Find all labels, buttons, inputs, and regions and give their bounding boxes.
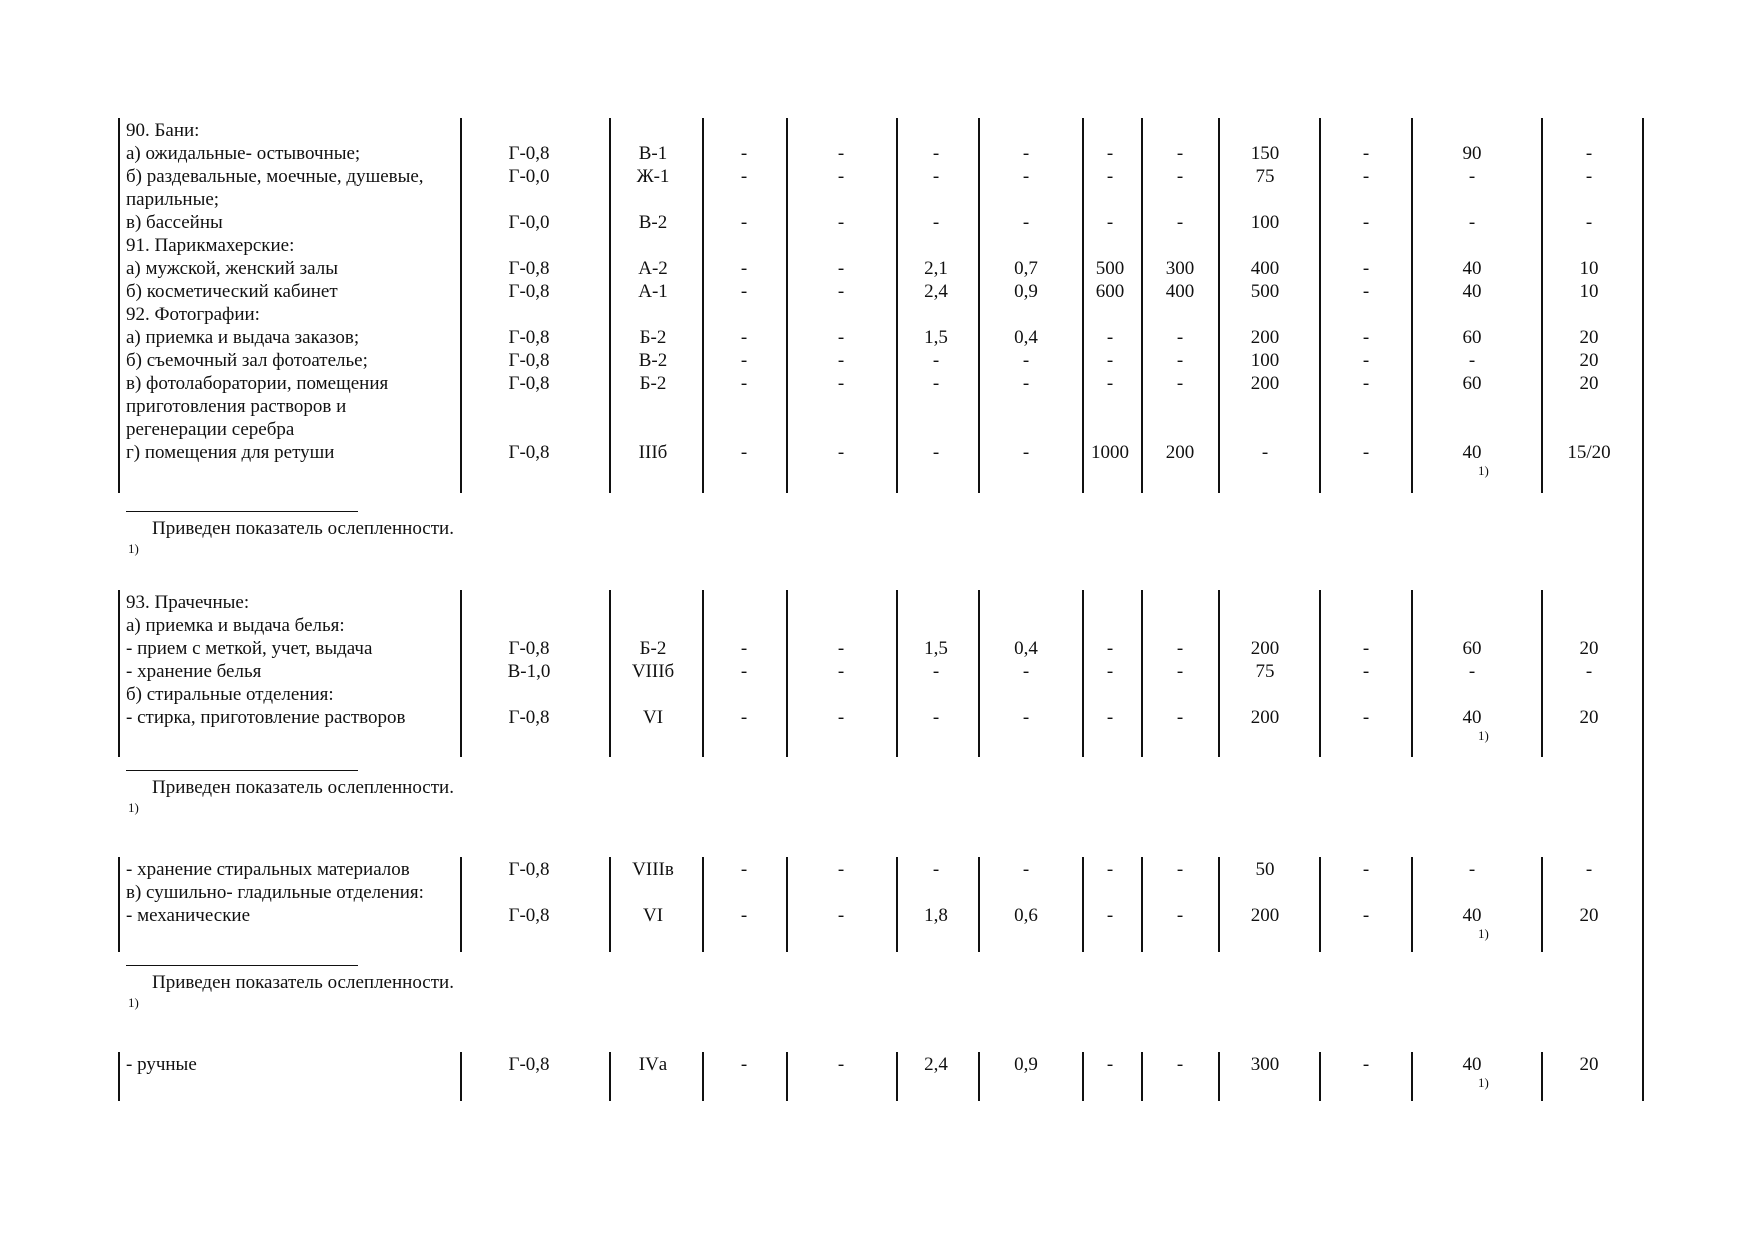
table-cell: 200	[1250, 638, 1280, 659]
table-cell: IIIб	[638, 442, 668, 463]
table-cell: -	[1585, 661, 1593, 682]
table-row	[0, 592, 1755, 615]
table-row	[0, 396, 1755, 419]
table-cell: -	[740, 166, 748, 187]
table-cell: -	[932, 143, 940, 164]
row-label: - ручные	[126, 1054, 197, 1075]
table-cell: Г-0,8	[508, 638, 550, 659]
table-cell: 0,9	[1014, 1054, 1038, 1075]
table-cell: 400	[1165, 281, 1195, 302]
table-cell: 300	[1165, 258, 1195, 279]
footnote	[0, 511, 1755, 571]
table-cell: 40	[1462, 905, 1482, 926]
table-cell: -	[1022, 442, 1030, 463]
row-label: 92. Фотографии:	[126, 304, 260, 325]
table-row	[0, 350, 1755, 373]
table-row	[0, 859, 1755, 882]
table-cell: Б-2	[639, 373, 667, 394]
table-cell: -	[1176, 166, 1184, 187]
footnote-mark: 1)	[128, 541, 139, 556]
table-cell: -	[1106, 373, 1114, 394]
row-label: б) косметический кабинет	[126, 281, 338, 302]
table-cell: -	[932, 661, 940, 682]
row-label: - стирка, приготовление растворов	[126, 707, 406, 728]
table-cell: -	[1176, 373, 1184, 394]
table-cell: -	[932, 350, 940, 371]
table-cell: В-2	[638, 212, 668, 233]
row-label: парильные;	[126, 189, 220, 210]
table-cell: 300	[1250, 1054, 1280, 1075]
table-cell: 500	[1095, 258, 1125, 279]
row-label: 93. Прачечные:	[126, 592, 250, 613]
footnote-separator	[126, 965, 358, 966]
table-cell: 40	[1462, 707, 1482, 728]
table-cell: -	[837, 707, 845, 728]
table-row	[0, 684, 1755, 707]
table-cell: В-1,0	[507, 661, 551, 682]
table-cell: -	[1022, 143, 1030, 164]
table-cell: 40	[1462, 258, 1482, 279]
table-cell: -	[1106, 143, 1114, 164]
footnote-reference: 1)	[1478, 463, 1489, 478]
table-cell: -	[1106, 1054, 1114, 1075]
footnote-mark: 1)	[128, 800, 139, 815]
table-cell: -	[1468, 859, 1476, 880]
table-cell: -	[1362, 859, 1370, 880]
table-cell: -	[1106, 661, 1114, 682]
table-cell: -	[837, 1054, 845, 1075]
table-cell: -	[1106, 327, 1114, 348]
table-cell: -	[740, 859, 748, 880]
table-cell: Г-0,8	[508, 143, 550, 164]
table-cell: IVа	[638, 1054, 668, 1075]
table-cell: 100	[1250, 212, 1280, 233]
table-cell: 100	[1250, 350, 1280, 371]
table-cell: Г-0,8	[508, 350, 550, 371]
table-cell: -	[1176, 327, 1184, 348]
table-row	[0, 304, 1755, 327]
table-cell: 200	[1165, 442, 1195, 463]
table-cell: -	[1362, 327, 1370, 348]
row-label: б) раздевальные, моечные, душевые,	[126, 166, 424, 187]
table-cell: 200	[1250, 373, 1280, 394]
table-cell: А-2	[638, 258, 668, 279]
table-row	[0, 166, 1755, 189]
table-cell: -	[740, 905, 748, 926]
row-label: 90. Бани:	[126, 120, 200, 141]
table-cell: 15/20	[1567, 442, 1611, 463]
table-cell: -	[1362, 258, 1370, 279]
table-cell: 20	[1579, 327, 1599, 348]
table-row	[0, 235, 1755, 258]
table-cell: -	[837, 859, 845, 880]
table-row	[0, 373, 1755, 396]
table-cell: -	[1176, 1054, 1184, 1075]
table-cell: -	[740, 350, 748, 371]
row-label: б) стиральные отделения:	[126, 684, 334, 705]
table-cell: 1,8	[924, 905, 948, 926]
row-label: а) ожидальные- остывочные;	[126, 143, 361, 164]
table-cell: -	[1022, 166, 1030, 187]
table-cell: 2,4	[924, 1054, 948, 1075]
row-label: - хранение белья	[126, 661, 262, 682]
row-label: - механические	[126, 905, 251, 926]
table-cell: -	[1106, 350, 1114, 371]
table-cell: -	[1362, 905, 1370, 926]
row-label: а) приемка и выдача белья:	[126, 615, 345, 636]
table-cell: -	[1106, 638, 1114, 659]
table-row	[0, 615, 1755, 638]
table-section	[0, 857, 1755, 952]
table-cell: -	[1585, 143, 1593, 164]
row-label: б) съемочный зал фотоателье;	[126, 350, 368, 371]
footnote-reference: 1)	[1478, 926, 1489, 941]
table-cell: 10	[1579, 258, 1599, 279]
table-cell: 10	[1579, 281, 1599, 302]
table-cell: 200	[1250, 905, 1280, 926]
table-cell: Г-0,8	[508, 859, 550, 880]
table-cell: Г-0,0	[508, 212, 550, 233]
table-cell: -	[1176, 859, 1184, 880]
table-cell: 1,5	[924, 327, 948, 348]
table-cell: -	[1261, 442, 1269, 463]
table-row	[0, 258, 1755, 281]
table-cell: 20	[1579, 373, 1599, 394]
row-label: - хранение стиральных материалов	[126, 859, 410, 880]
table-cell: -	[740, 661, 748, 682]
table-row	[0, 143, 1755, 166]
table-row	[0, 882, 1755, 905]
table-cell: -	[1176, 143, 1184, 164]
footnote-text: Приведен показатель ослепленности.	[152, 972, 454, 993]
table-cell: 1000	[1091, 442, 1129, 463]
table-cell: Г-0,8	[508, 905, 550, 926]
table-cell: -	[932, 442, 940, 463]
table-cell: 600	[1095, 281, 1125, 302]
table-row	[0, 707, 1755, 743]
table-cell: -	[837, 143, 845, 164]
row-label: а) мужской, женский залы	[126, 258, 339, 279]
table-cell: 20	[1579, 905, 1599, 926]
page-right-border	[1642, 118, 1644, 1101]
table-cell: -	[1022, 212, 1030, 233]
table-cell: -	[740, 143, 748, 164]
table-cell: -	[1106, 166, 1114, 187]
table-cell: В-1	[638, 143, 668, 164]
table-cell: 40	[1462, 1054, 1482, 1075]
table-cell: -	[1468, 212, 1476, 233]
row-label: в) фотолаборатории, помещения	[126, 373, 389, 394]
table-cell: -	[837, 638, 845, 659]
table-cell: 0,9	[1014, 281, 1038, 302]
table-cell: 0,6	[1014, 905, 1038, 926]
table-cell: 1,5	[924, 638, 948, 659]
table-cell: -	[837, 661, 845, 682]
table-cell: Г-0,8	[508, 258, 550, 279]
table-cell: 2,4	[924, 281, 948, 302]
table-cell: -	[1022, 373, 1030, 394]
table-cell: -	[932, 373, 940, 394]
table-cell: -	[837, 281, 845, 302]
table-cell: -	[1176, 212, 1184, 233]
table-cell: -	[1585, 212, 1593, 233]
table-cell: -	[837, 212, 845, 233]
table-cell: Г-0,8	[508, 1054, 550, 1075]
table-cell: -	[1362, 1054, 1370, 1075]
table-cell: В-2	[638, 350, 668, 371]
table-cell: -	[837, 166, 845, 187]
table-cell: -	[1362, 442, 1370, 463]
table-cell: 60	[1462, 373, 1482, 394]
table-row	[0, 905, 1755, 941]
table-cell: -	[1106, 212, 1114, 233]
table-cell: -	[740, 281, 748, 302]
table-section	[0, 1052, 1755, 1101]
table-row	[0, 212, 1755, 235]
table-cell: -	[837, 442, 845, 463]
table-cell: -	[740, 327, 748, 348]
footnote-text: Приведен показатель ослепленности.	[152, 518, 454, 539]
table-cell: 0,7	[1014, 258, 1038, 279]
footnote-reference: 1)	[1478, 1075, 1489, 1090]
table-cell: -	[1176, 350, 1184, 371]
table-cell: -	[1176, 905, 1184, 926]
table-cell: 20	[1579, 1054, 1599, 1075]
table-cell: 200	[1250, 707, 1280, 728]
table-cell: -	[1585, 166, 1593, 187]
table-cell: -	[1362, 661, 1370, 682]
table-cell: 20	[1579, 350, 1599, 371]
table-cell: 2,1	[924, 258, 948, 279]
table-section	[0, 590, 1755, 757]
table-cell: 20	[1579, 707, 1599, 728]
table-cell: Г-0,0	[508, 166, 550, 187]
table-cell: VIIIб	[631, 661, 675, 682]
table-cell: -	[1362, 143, 1370, 164]
footnote	[0, 965, 1755, 1025]
row-label: а) приемка и выдача заказов;	[126, 327, 360, 348]
table-cell: 90	[1462, 143, 1482, 164]
table-row	[0, 327, 1755, 350]
table-cell: -	[932, 859, 940, 880]
table-cell: -	[1362, 350, 1370, 371]
table-cell: 0,4	[1014, 638, 1038, 659]
table-cell: 40	[1462, 442, 1482, 463]
table-cell: VI	[642, 905, 664, 926]
table-cell: -	[1176, 707, 1184, 728]
table-cell: 75	[1255, 166, 1275, 187]
table-row	[0, 1054, 1755, 1090]
table-cell: -	[932, 707, 940, 728]
table-cell: 400	[1250, 258, 1280, 279]
table-cell: -	[740, 258, 748, 279]
table-cell: 75	[1255, 661, 1275, 682]
table-cell: VI	[642, 707, 664, 728]
table-cell: 150	[1250, 143, 1280, 164]
table-cell: 500	[1250, 281, 1280, 302]
table-cell: -	[1362, 212, 1370, 233]
row-label: 91. Парикмахерские:	[126, 235, 295, 256]
table-row	[0, 189, 1755, 212]
table-cell: 60	[1462, 638, 1482, 659]
table-cell: -	[1362, 166, 1370, 187]
row-label: - прием с меткой, учет, выдача	[126, 638, 373, 659]
table-cell: -	[1022, 350, 1030, 371]
row-label: приготовления растворов и	[126, 396, 347, 417]
table-cell: Ж-1	[636, 166, 670, 187]
row-label: в) сушильно- гладильные отделения:	[126, 882, 424, 903]
table-cell: Б-2	[639, 638, 667, 659]
table-cell: -	[1362, 638, 1370, 659]
table-cell: -	[740, 638, 748, 659]
table-cell: Г-0,8	[508, 373, 550, 394]
table-cell: -	[932, 166, 940, 187]
table-cell: -	[1022, 661, 1030, 682]
footnote-text: Приведен показатель ослепленности.	[152, 777, 454, 798]
table-cell: 0,4	[1014, 327, 1038, 348]
table-cell: Г-0,8	[508, 281, 550, 302]
row-label: регенерации серебра	[126, 419, 295, 440]
row-label: г) помещения для ретуши	[126, 442, 335, 463]
table-cell: 40	[1462, 281, 1482, 302]
row-label: в) бассейны	[126, 212, 223, 233]
table-cell: Г-0,8	[508, 442, 550, 463]
table-cell: -	[932, 212, 940, 233]
table-row	[0, 120, 1755, 143]
table-cell: Г-0,8	[508, 327, 550, 348]
table-row	[0, 419, 1755, 442]
table-cell: -	[837, 258, 845, 279]
table-cell: -	[1176, 661, 1184, 682]
footnote-reference: 1)	[1478, 728, 1489, 743]
table-cell: -	[837, 905, 845, 926]
table-section	[0, 118, 1755, 493]
table-row	[0, 661, 1755, 684]
table-cell: -	[740, 212, 748, 233]
table-cell: -	[1362, 281, 1370, 302]
table-cell: -	[1176, 638, 1184, 659]
table-cell: -	[1468, 350, 1476, 371]
table-cell: Г-0,8	[508, 707, 550, 728]
footnote-mark: 1)	[128, 995, 139, 1010]
table-cell: -	[740, 707, 748, 728]
table-cell: -	[1106, 905, 1114, 926]
footnote-separator	[126, 770, 358, 771]
table-cell: Б-2	[639, 327, 667, 348]
table-row	[0, 281, 1755, 304]
table-cell: -	[740, 1054, 748, 1075]
table-row	[0, 638, 1755, 661]
table-cell: -	[740, 373, 748, 394]
table-cell: -	[1106, 707, 1114, 728]
footnote-separator	[126, 511, 358, 512]
table-cell: -	[1468, 661, 1476, 682]
table-cell: -	[1468, 166, 1476, 187]
table-cell: -	[1585, 859, 1593, 880]
table-cell: 20	[1579, 638, 1599, 659]
table-cell: -	[1362, 373, 1370, 394]
table-cell: 60	[1462, 327, 1482, 348]
table-cell: -	[740, 442, 748, 463]
table-cell: -	[1362, 707, 1370, 728]
table-cell: -	[837, 373, 845, 394]
table-cell: 200	[1250, 327, 1280, 348]
table-cell: А-1	[638, 281, 668, 302]
table-cell: -	[837, 327, 845, 348]
table-cell: VIIIв	[632, 859, 674, 880]
footnote	[0, 770, 1755, 830]
table-cell: -	[1106, 859, 1114, 880]
table-cell: -	[1022, 707, 1030, 728]
table-row	[0, 442, 1755, 478]
table-cell: -	[837, 350, 845, 371]
table-cell: 50	[1255, 859, 1275, 880]
table-cell: -	[1022, 859, 1030, 880]
